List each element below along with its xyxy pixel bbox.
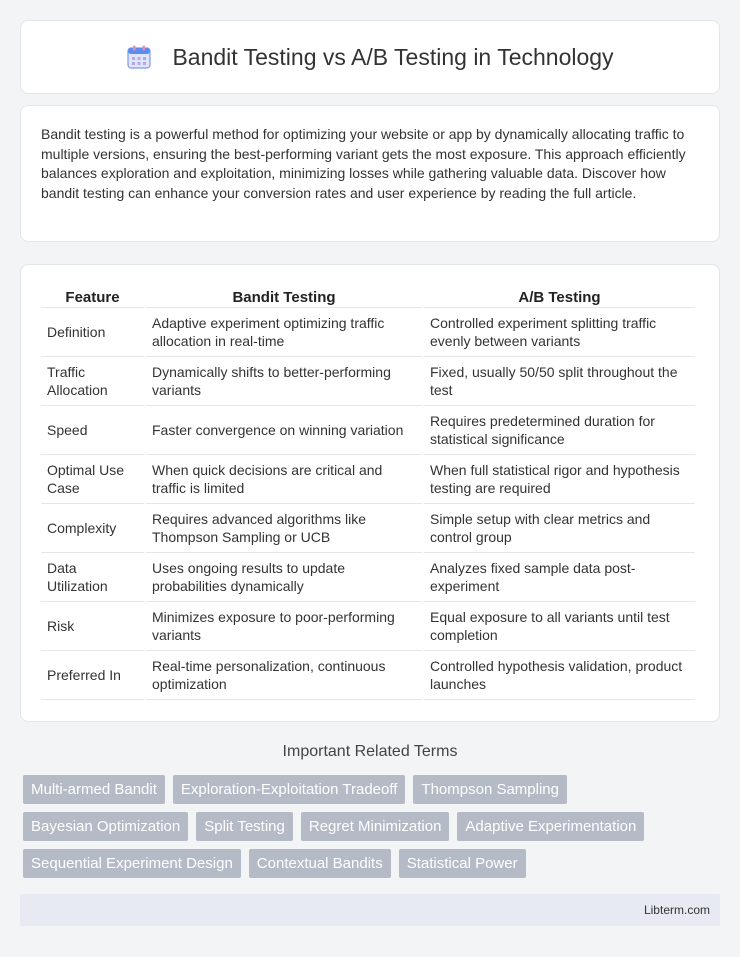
table-row	[41, 504, 695, 553]
cell-bandit-testing: Dynamically shifts to better-performing variants	[146, 357, 422, 406]
related-term-tag[interactable]: Multi-armed Bandit	[23, 775, 165, 804]
related-term-tag[interactable]: Exploration-Exploitation Tradeoff	[173, 775, 406, 804]
footer	[20, 894, 720, 926]
cell-ab-testing: Fixed, usually 50/50 split throughout the test	[424, 357, 695, 406]
related-terms-heading: Important Related Terms	[282, 743, 458, 760]
cell-feature: Speed	[41, 406, 144, 455]
cell-ab-testing: Equal exposure to all variants until test completion	[424, 602, 695, 651]
related-term-tag[interactable]: Bayesian Optimization	[23, 812, 188, 841]
related-term-tag[interactable]: Regret Minimization	[301, 812, 450, 841]
comparison-table	[39, 285, 697, 700]
cell-ab-testing: Controlled experiment splitting traffic evenly between variants	[424, 308, 695, 357]
table-row	[41, 455, 695, 504]
cell-feature: Preferred In	[41, 651, 144, 700]
cell-ab-testing: Requires predetermined duration for statistical significance	[424, 406, 695, 455]
related-term-tag[interactable]: Adaptive Experimentation	[457, 812, 644, 841]
cell-ab-testing: Analyzes fixed sample data post-experiment	[424, 553, 695, 602]
cell-bandit-testing: Real-time personalization, continuous optimization	[146, 651, 422, 700]
related-term-tag[interactable]: Thompson Sampling	[413, 775, 567, 804]
header-bandit-testing: Bandit Testing	[146, 285, 422, 308]
cell-bandit-testing: Uses ongoing results to update probabilities dynamically	[146, 553, 422, 602]
cell-ab-testing: When full statistical rigor and hypothesis testing are required	[424, 455, 695, 504]
related-terms-list	[23, 775, 723, 878]
cell-feature: Traffic Allocation	[41, 357, 144, 406]
header-feature: Feature	[41, 285, 144, 308]
table-row	[41, 406, 695, 455]
related-term-tag[interactable]: Sequential Experiment Design	[23, 849, 241, 878]
cell-bandit-testing: Faster convergence on winning variation	[146, 406, 422, 455]
cell-feature: Data Utilization	[41, 553, 144, 602]
related-term-tag[interactable]: Split Testing	[196, 812, 293, 841]
cell-bandit-testing: Minimizes exposure to poor-performing variants	[146, 602, 422, 651]
cell-ab-testing: Simple setup with clear metrics and control group	[424, 504, 695, 553]
calendar-icon	[126, 44, 152, 70]
cell-feature: Risk	[41, 602, 144, 651]
cell-feature: Complexity	[41, 504, 144, 553]
table-row	[41, 308, 695, 357]
table-row	[41, 602, 695, 651]
intro-card	[20, 105, 720, 242]
comparison-card	[20, 264, 720, 722]
table-row	[41, 651, 695, 700]
title-card	[20, 20, 720, 94]
header-ab-testing: A/B Testing	[424, 285, 695, 308]
table-row	[41, 357, 695, 406]
cell-bandit-testing: When quick decisions are critical and traffic is limited	[146, 455, 422, 504]
cell-bandit-testing: Requires advanced algorithms like Thompson Sampling or UCB	[146, 504, 422, 553]
intro-text: Bandit testing is a powerful method for optimizing your website or app by dynamically allocating traffic to multiple versions, ensuring the best-performing variant gets the most exposure. This approach efficiently balances exploration and exploitation, minimizing losses while gathering valuable data. Discover how bandit testing can enhance your conversion rates and user experience by reading the full article.	[41, 126, 686, 201]
related-term-tag[interactable]: Statistical Power	[399, 849, 526, 878]
cell-feature: Definition	[41, 308, 144, 357]
footer-brand[interactable]: Libterm.com	[643, 903, 710, 917]
table-row	[41, 553, 695, 602]
cell-ab-testing: Controlled hypothesis validation, product launches	[424, 651, 695, 700]
related-term-tag[interactable]: Contextual Bandits	[249, 849, 391, 878]
page-title: Bandit Testing vs A/B Testing in Technology	[172, 43, 614, 70]
cell-feature: Optimal Use Case	[41, 455, 144, 504]
cell-bandit-testing: Adaptive experiment optimizing traffic allocation in real-time	[146, 308, 422, 357]
table-header-row	[41, 285, 695, 308]
